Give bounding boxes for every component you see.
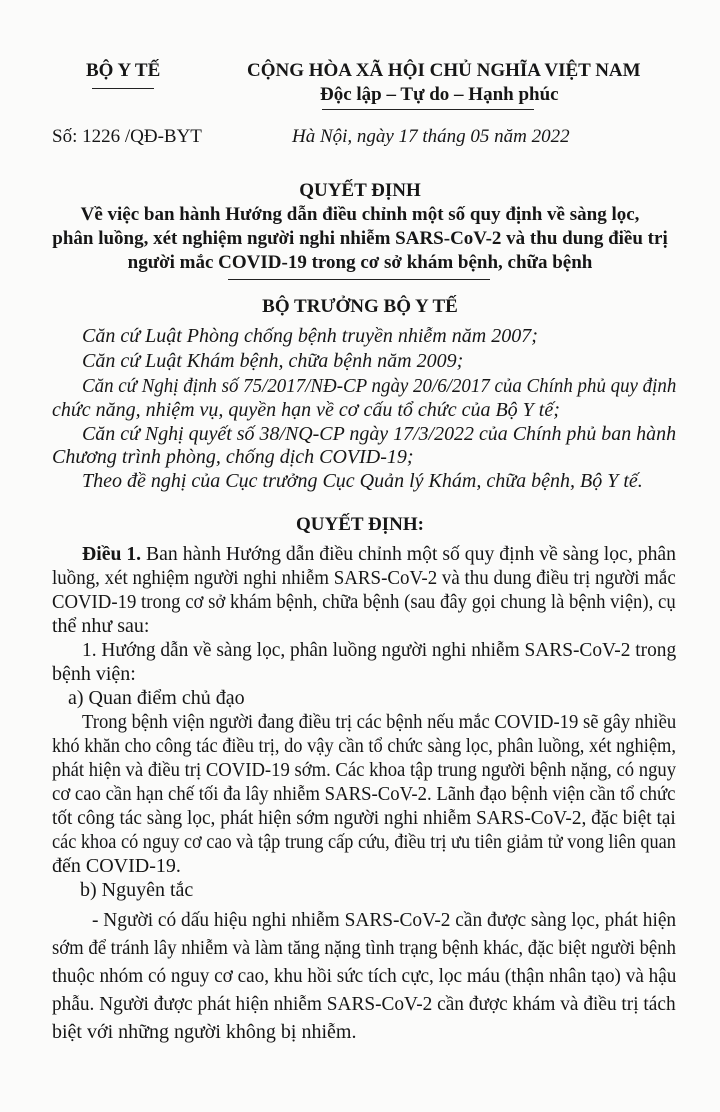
sub-a-heading: a) Quan điểm chủ đạo <box>68 687 245 709</box>
motto-underline <box>322 109 534 110</box>
preamble-line: Căn cứ Luật Phòng chống bệnh truyền nhiễm năm 2007; <box>82 325 538 347</box>
sub-a-line: tốt công tác sàng lọc, phát hiện sớm người nghi nhiễm SARS-CoV-2, đặc biệt tại <box>52 807 676 829</box>
title-underline <box>228 279 490 280</box>
authority-heading: BỘ TRƯỞNG BỘ Y TẾ <box>262 296 458 317</box>
section-1-line: 1. Hướng dẫn về sàng lọc, phân luồng người nghi nhiễm SARS-CoV-2 trong <box>82 639 677 661</box>
agency-underline <box>92 88 154 89</box>
preamble-line: Căn cứ Luật Khám bệnh, chữa bệnh năm 2009; <box>82 350 464 372</box>
sub-b-line: biệt với những người không bị nhiễm. <box>52 1021 357 1043</box>
sub-a-line: Trong bệnh viện người đang điều trị các bệnh nếu mắc COVID-19 sẽ gây nhiều <box>82 711 677 733</box>
place-date: Hà Nội, ngày 17 tháng 05 năm 2022 <box>292 126 570 147</box>
sub-b-heading: b) Nguyên tắc <box>80 879 194 901</box>
sub-a-line: phát hiện và điều trị COVID-19 sớm. Các khoa tập trung người bệnh nặng, có nguy <box>52 759 677 781</box>
decision-heading: QUYẾT ĐỊNH: <box>296 514 424 535</box>
sub-a-line: khó khăn cho công tác điều trị, do vậy cần tổ chức sàng lọc, phân luồng, xét nghiệm, <box>52 735 676 757</box>
document-number: Số: 1226 /QĐ-BYT <box>52 126 202 147</box>
sub-b-line: sớm để tránh lây nhiễm và làm tăng nặng tình trạng bệnh khác, đặc biệt người bệnh <box>52 937 676 959</box>
national-motto: Độc lập – Tự do – Hạnh phúc <box>320 84 559 105</box>
article-1-line: COVID-19 trong cơ sở khám bệnh, chữa bệnh (sau đây gọi chung là bệnh viện), cụ <box>52 591 676 613</box>
preamble-line: Chương trình phòng, chống dịch COVID-19; <box>52 446 414 468</box>
preamble-line: Căn cứ Nghị định số 75/2017/NĐ-CP ngày 20/6/2017 của Chính phủ quy định <box>82 375 677 397</box>
article-1-text: Ban hành Hướng dẫn điều chỉnh một số quy định về sàng lọc, phân <box>141 543 677 565</box>
article-1-first-line <box>82 543 676 566</box>
nation-name: CỘNG HÒA XÃ HỘI CHỦ NGHĨA VIỆT NAM <box>247 60 641 81</box>
sub-b-line: phẫu. Người được phát hiện nhiễm SARS-CoV-2 cần được khám và điều trị tách <box>52 993 676 1015</box>
sub-b-line: thuộc nhóm có nguy cơ cao, khu hồi sức tích cực, lọc máu (thận nhân tạo) và hậu <box>52 965 677 987</box>
article-1-label: Điều 1. <box>82 543 142 565</box>
subject-line-1: Về việc ban hành Hướng dẫn điều chỉnh một số quy định về sàng lọc, <box>80 204 640 225</box>
sub-b-line: - Người có dấu hiệu nghi nhiễm SARS-CoV-2 cần được sàng lọc, phát hiện <box>92 909 677 931</box>
document-title: QUYẾT ĐỊNH <box>299 180 421 201</box>
sub-a-line: các khoa có nguy cơ cao và tập trung cấp cứu, điều trị ưu tiên giảm tử vong liên quan <box>52 831 676 853</box>
preamble-line: Căn cứ Nghị quyết số 38/NQ-CP ngày 17/3/2022 của Chính phủ ban hành <box>82 423 677 445</box>
article-1-line: thể như sau: <box>52 615 150 637</box>
article-1-line: luồng, xét nghiệm người nghi nhiễm SARS-CoV-2 và thu dung điều trị người mắc <box>52 567 676 589</box>
agency-name: BỘ Y TẾ <box>86 60 161 81</box>
preamble-line: Theo đề nghị của Cục trưởng Cục Quản lý Khám, chữa bệnh, Bộ Y tế. <box>82 470 643 492</box>
section-1-line: bệnh viện: <box>52 663 136 685</box>
sub-a-line: cơ cao cần hạn chế tối đa lây nhiễm SARS-CoV-2. Lãnh đạo bệnh viện cần tổ chức <box>52 783 676 805</box>
subject-line-3: người mắc COVID-19 trong cơ sở khám bệnh, chữa bệnh <box>127 252 593 273</box>
sub-a-line: đến COVID-19. <box>52 855 181 877</box>
preamble-line: chức năng, nhiệm vụ, quyền hạn về cơ cấu tổ chức của Bộ Y tế; <box>52 399 560 421</box>
subject-line-2: phân luồng, xét nghiệm người nghi nhiễm SARS-CoV-2 và thu dung điều trị <box>52 228 668 249</box>
